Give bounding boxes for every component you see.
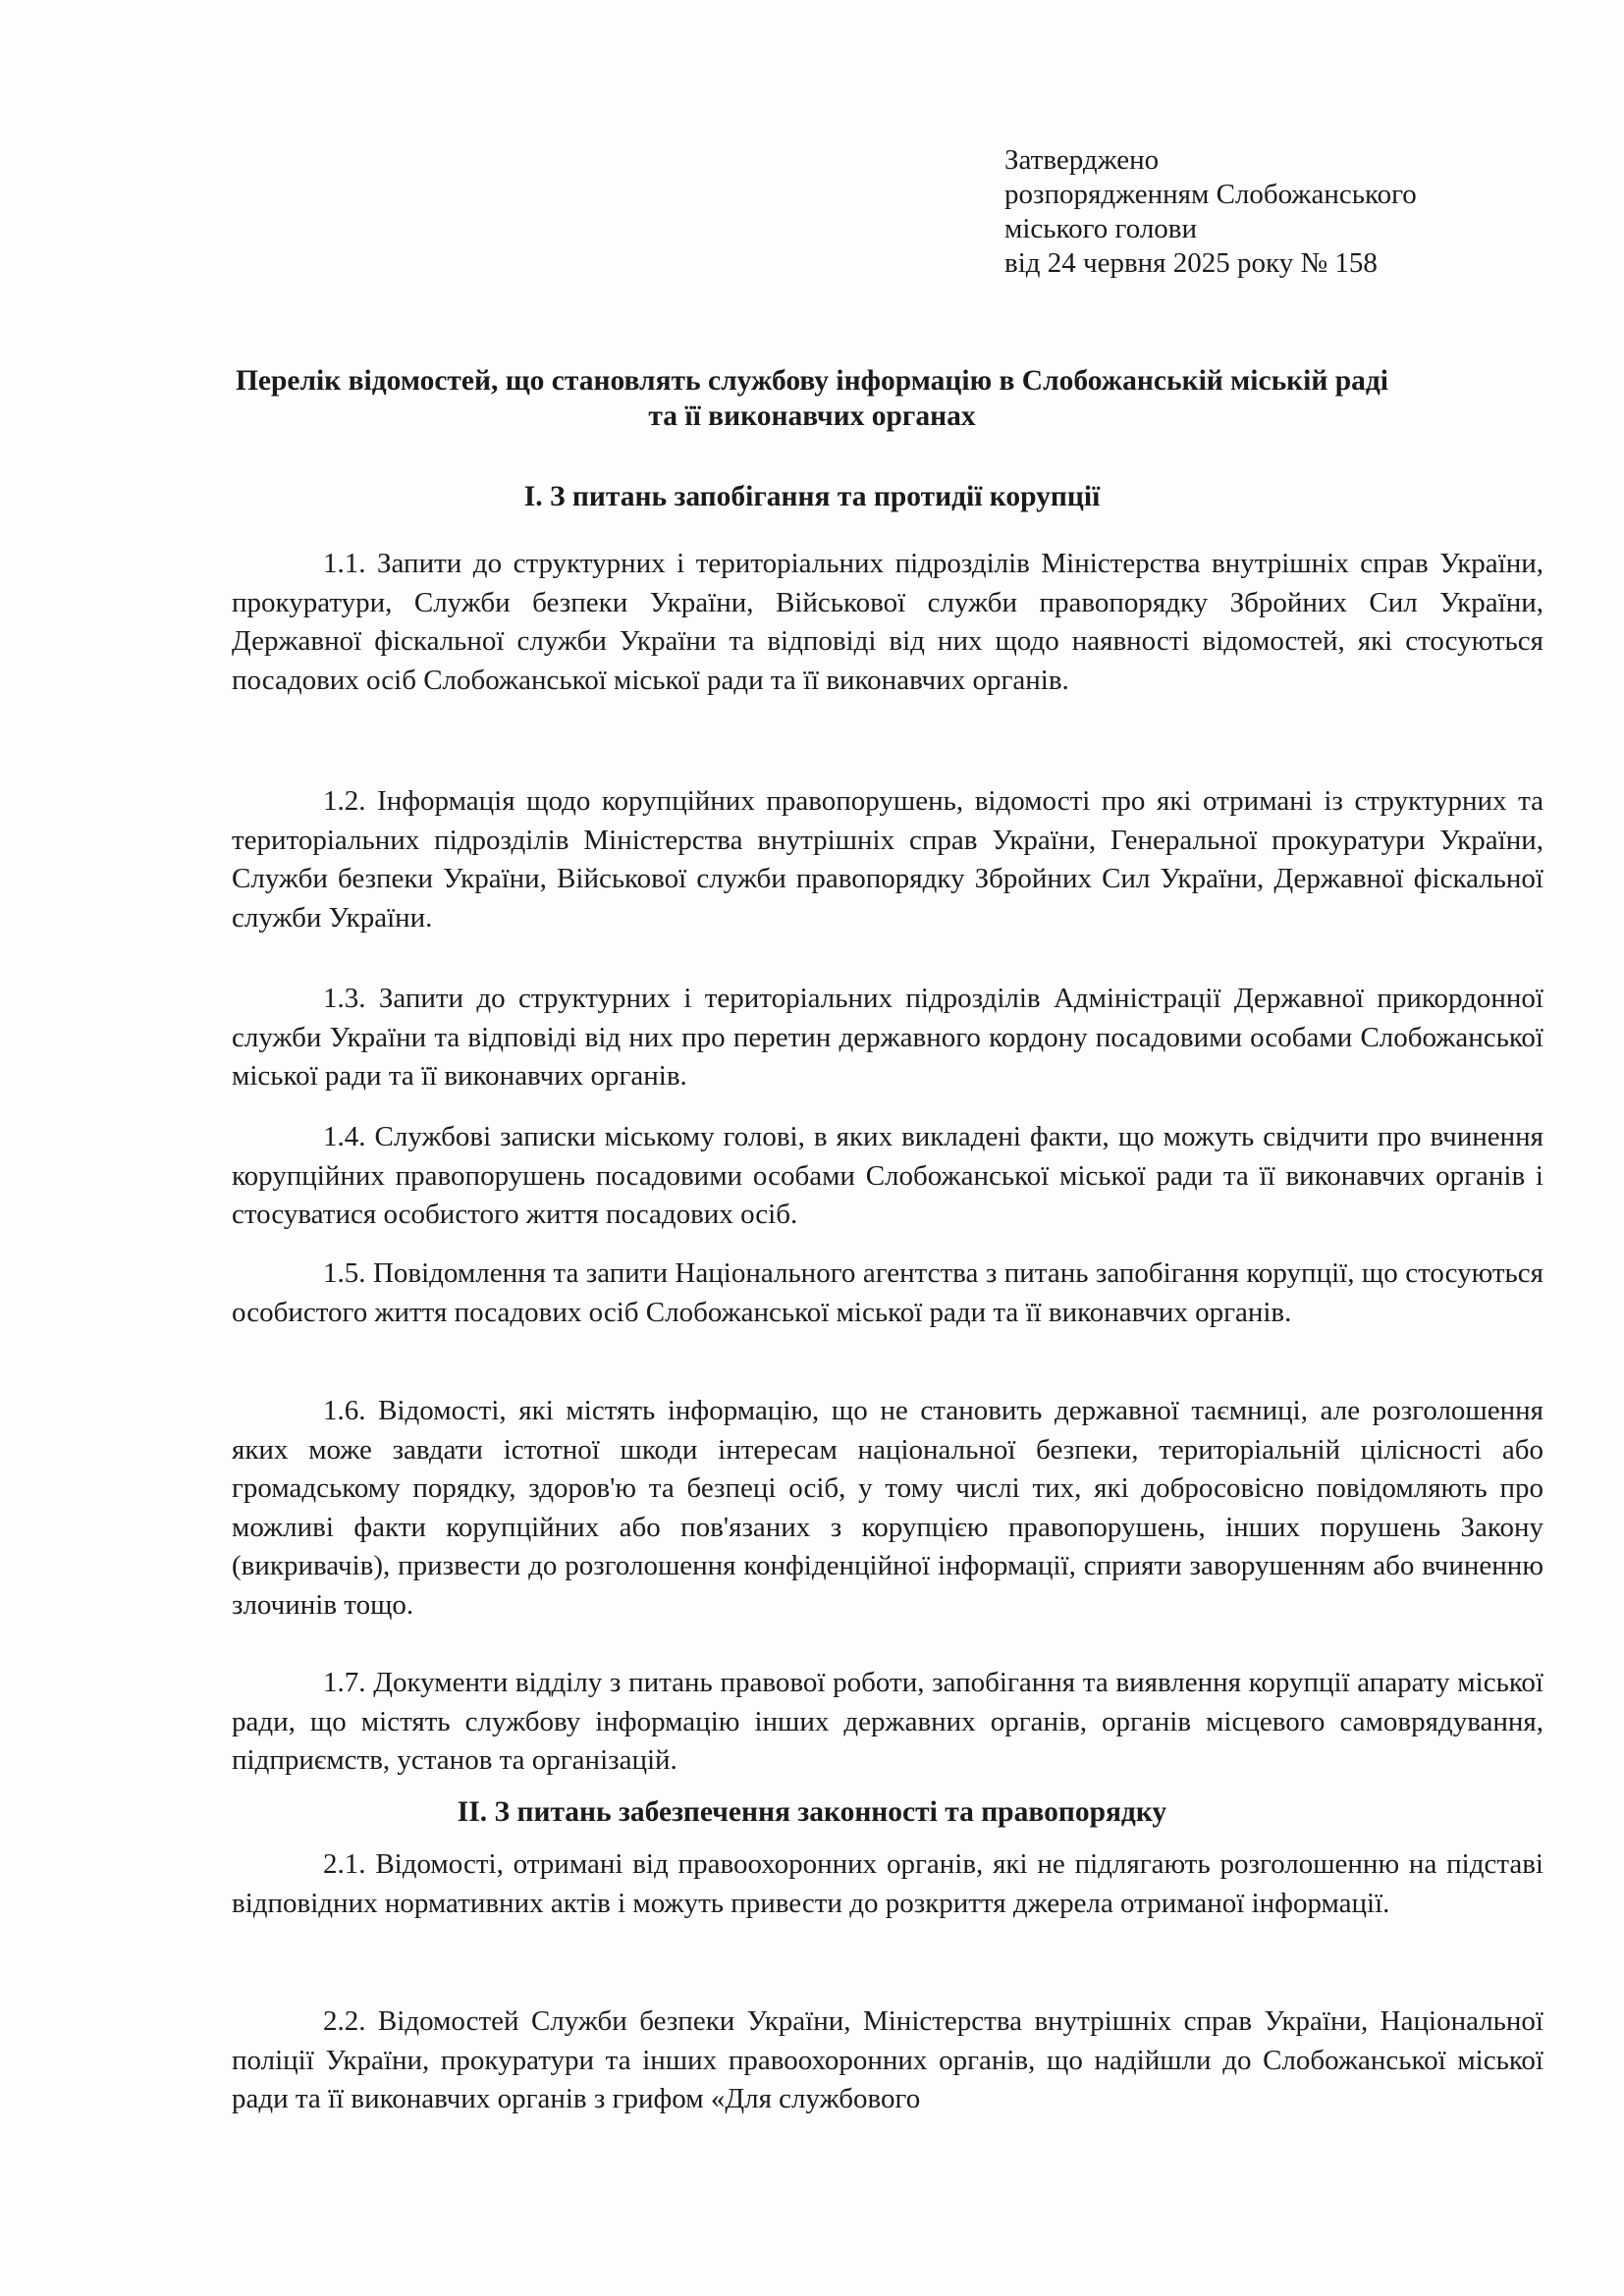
list-item-2-1: 2.1. Відомості, отримані від правоохоронних органів, які не підлягають розголошенню на підставі відповідних нормативних актів і можуть привести до розкриття джерела отриманої інформації.	[232, 1848, 1543, 1919]
section-heading-1: І. З питань запобігання та протидії корупції	[523, 481, 1101, 512]
document-title-line: Перелік відомостей, що становлять службову інформацію в Слобожанській міській раді	[235, 365, 1389, 397]
list-item-1-2: 1.2. Інформація щодо корупційних правопорушень, відомості про які отримані із структурних та територіальних підрозділів Міністерства внутрішніх справ України, Генеральної прокуратури України, Служби безпеки України, Військової служби правопорядку Збройних Сил України, Державної фіскальної служби України.	[232, 785, 1543, 934]
list-item-1-5: 1.5. Повідомлення та запити Національного агентства з питань запобігання корупції, що стосуються особистого життя посадових осіб Слобожанської міської ради та її виконавчих органів.	[232, 1257, 1543, 1328]
list-item-2-2: 2.2. Відомостей Служби безпеки України, Міністерства внутрішніх справ України, Національної поліції України, прокуратури та інших правоохоронних органів, що надійшли до Слобожанської міської ради та її виконавчих органів з грифом «Для службового	[232, 2005, 1543, 2114]
approval-stamp-block	[1004, 143, 1554, 281]
approval-line: розпорядженням Слобожанського	[1004, 179, 1417, 210]
list-item-1-1: 1.1. Запити до структурних і територіальних підрозділів Міністерства внутрішніх справ України, прокуратури, Служби безпеки України, Військової служби правопорядку Збройних Сил України, Державної фіскальної служби України та відповіді від них щодо наявності відомостей, які стосуються посадових осіб Слобожанської міської ради та її виконавчих органів.	[232, 548, 1543, 696]
approval-date-line: від 24 червня 2025 року № 158	[1004, 247, 1378, 279]
approval-line: міського голови	[1004, 213, 1198, 244]
list-item-1-6: 1.6. Відомості, які містять інформацію, що не становить державної таємниці, але розголошення яких може завдати істотної шкоди інтересам національної безпеки, територіальній цілісності або громадському порядку, здоров'ю та безпеці осіб, у тому числі тих, які добросовісно повідомляють про можливі факти корупційних або пов'язаних з корупцією правопорушень, інших порушень Закону (викривачів), призвести до розголошення конфіденційної інформації, сприяти заворушенням або вчиненню злочинів тощо.	[232, 1395, 1543, 1621]
section-heading-2: ІІ. З питань забезпечення законності та правопорядку	[457, 1796, 1167, 1828]
list-item-1-4: 1.4. Службові записки міському голові, в яких викладені факти, що можуть свідчити про вчинення корупційних правопорушень посадовими особами Слобожанської міської ради та її виконавчих органів і стосуватися особистого життя посадових осіб.	[232, 1121, 1543, 1230]
approval-line: Затверджено	[1004, 144, 1160, 176]
list-item-1-3: 1.3. Запити до структурних і територіальних підрозділів Адміністрації Державної прикордонної служби України та відповіді від них про перетин державного кордону посадовими особами Слобожанської міської ради та її виконавчих органів.	[232, 983, 1543, 1092]
list-item-1-7: 1.7. Документи відділу з питань правової роботи, запобігання та виявлення корупції апарату міської ради, що містять службову інформацію інших державних органів, органів місцевого самоврядування, підприємств, установ та організацій.	[232, 1667, 1543, 1776]
document-title	[196, 363, 1428, 434]
document-title-line: та її виконавчих органах	[648, 400, 976, 432]
